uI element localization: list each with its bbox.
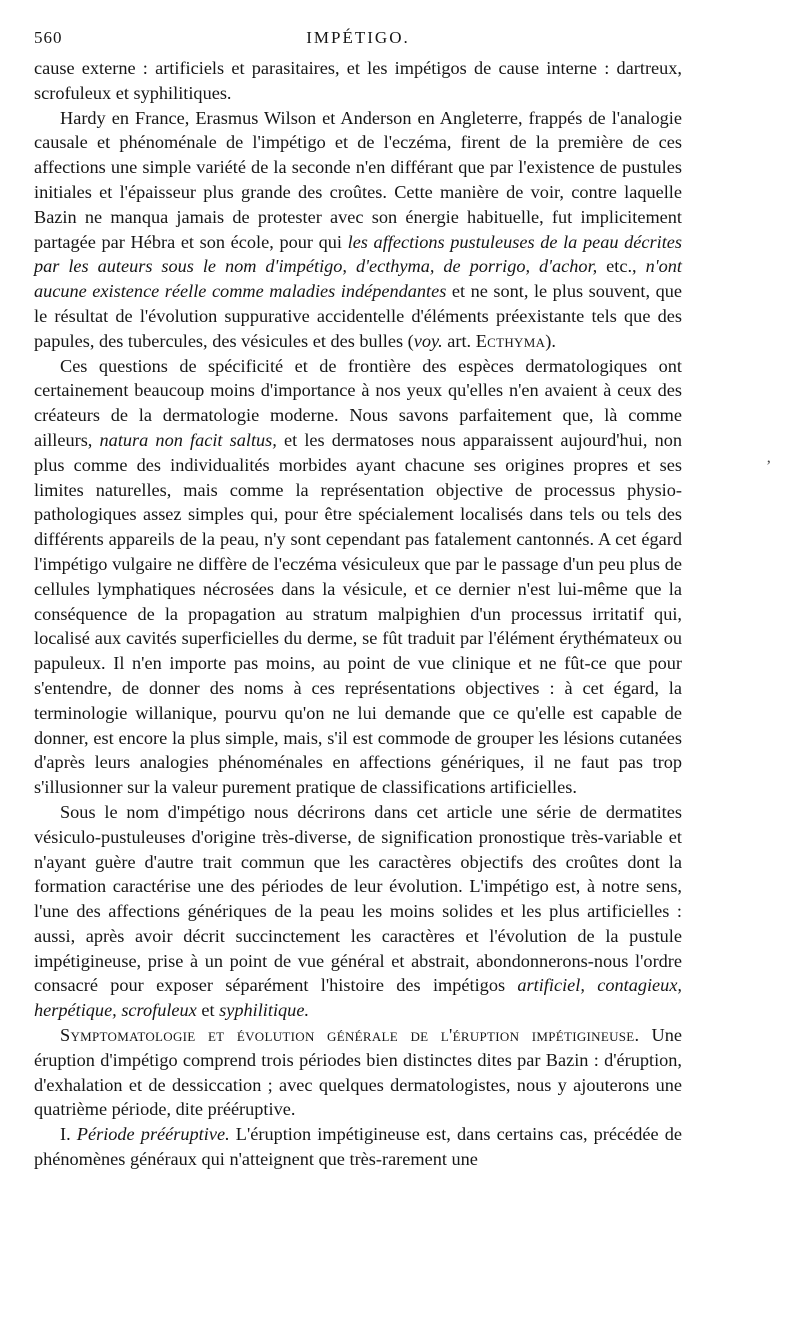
smallcaps-span: Ecthyma xyxy=(475,330,546,351)
text-span: Hardy en France, Erasmus Wilson et Anderson en Angleterre, frappés de l'analogie causale et phénoménale de l'impétigo et de l'eczéma, firent de la première de ces affections une simple variété de la seconde n'en différant que par l'existence de pustules initiales et l'épaisseur plus grande des croûtes. Cette manière de voir, contre laquelle Bazin ne manqua jamais de protester avec son énergie habituelle, fut implicitement partagée par Hébra et son école, pour qui xyxy=(34,107,682,252)
text-span: ). xyxy=(545,330,556,351)
italic-span: Période prééruptive. xyxy=(76,1124,230,1145)
text-span: Ces questions de spécificité et de frontière des espèces dermatologiques ont certainement beaucoup moins d'importance à nos yeux qu'elles n'en avaient à ceux des créateurs de la dermatologie moderne. Nous savons parfaitement que, là comme ailleurs, xyxy=(34,355,682,450)
smallcaps-span: Symptomatologie et évolution générale de l'éruption impétigineuse. xyxy=(60,1025,640,1046)
book-page xyxy=(34,28,682,1172)
paragraph xyxy=(34,1023,682,1122)
text-span: et les dermatoses nous apparaissent aujourd'hui, non plus comme des individualités morbides ayant chacune ses origines propres et ses limites naturelles, mais comme la représentation objective de processus physio-pathologiques assez simples qui, pour être spécialement localisés dans tels ou tels des différents appareils de la peau, n'y sont cependant pas fatalement cantonnés. A cet égard l'impétigo vulgaire ne diffère de l'eczéma vésiculeux que par le passage d'un peu plus de cellules lymphatiques nécrosées dans la vésicule, et ce dernier n'est lui-même que la conséquence de la propagation au stratum malpighien d'un processus irritatif qui, localisé aux cavités superficielles du derme, se fût traduit par l'élément érythémateux ou papuleux. Il n'en importe pas moins, au point de vue clinique et ne fût-ce que pour s'entendre, de donner des noms à ces représentations objectives : à cet égard, la terminologie willanique, pourvu qu'on ne lui demande que ce qu'elle est capable de donner, est encore la plus simple, mais, s'il est commode de grouper les lésions cutanées d'après leurs analogies phénoménales en affections génériques, il ne faut pas trop s'illusionner sur la valeur purement pratique de classifications artificielles. xyxy=(34,429,682,798)
text-span: et ne sont, le plus souvent, que le résultat de l'évolution suppurative accidentelle d'éléments préexistante tels que des papules, des tubercules, des vésicules et des bulles ( xyxy=(34,281,682,351)
paragraph xyxy=(34,354,682,800)
text-span: art. xyxy=(442,330,476,351)
italic-span: les affections pustuleuses de la peau décrites par les auteurs sous le nom d'impétigo, d'ecthyma, de porrigo, d'achor, xyxy=(34,231,683,277)
text-span: L'éruption impétigineuse est, dans certains cas, précédée de phénomènes généraux qui n'atteignent que très-rarement une xyxy=(34,1124,682,1170)
italic-span: syphilitique. xyxy=(219,1000,310,1021)
text-span: Sous le nom d'impétigo nous décrirons dans cet article une série de dermatites vésiculo-pustuleuses d'origine très-diverse, de signification pronostique très-variable et n'ayant guère d'autre trait commun que les caractères objectifs des croûtes dont la formation caractérise une des périodes de leur évolution. L'impétigo est, à notre sens, l'une des affections génériques de la peau les moins solides et les plus artificielles : aussi, après avoir décrit succinctement les caractères et l'évolution de la pustule impétigineuse, prise à un point de vue général et abstrait, abondonnerons-nous l'ordre consacré pour exposer séparément l'histoire des impétigos xyxy=(34,801,682,996)
margin-mark-icon: ʼ xyxy=(766,458,772,475)
text-span: Une éruption d'impétigo comprend trois périodes bien distinctes dites par Bazin : d'éruption, d'exhalation et de dessiccation ; avec quelques dermatologistes, nous y ajouterons une quatrième période, dite prééruptive. xyxy=(34,1025,682,1120)
paragraph xyxy=(34,1122,682,1172)
italic-span: artificiel, contagieux, herpétique, scrofuleux xyxy=(34,975,683,1021)
text-span: I. xyxy=(60,1124,77,1145)
paragraph xyxy=(34,56,682,106)
text-span: cause externe : artificiels et parasitaires, et les impétigos de cause interne : dartreux, scrofuleux et syphilitiques. xyxy=(34,58,682,103)
running-title: IMPÉTIGO. xyxy=(306,28,410,47)
text-span: etc., xyxy=(597,256,646,277)
page-number: 560 xyxy=(34,28,63,47)
paragraph xyxy=(34,800,682,1023)
running-head xyxy=(34,28,682,56)
italic-span: voy. xyxy=(413,330,443,351)
paragraph xyxy=(34,106,682,354)
text-span: et xyxy=(196,1000,220,1021)
italic-span: n'ont aucune existence réelle comme maladies indépendantes xyxy=(34,256,682,302)
body-text xyxy=(34,56,682,1172)
italic-span: natura non facit saltus, xyxy=(99,429,277,450)
